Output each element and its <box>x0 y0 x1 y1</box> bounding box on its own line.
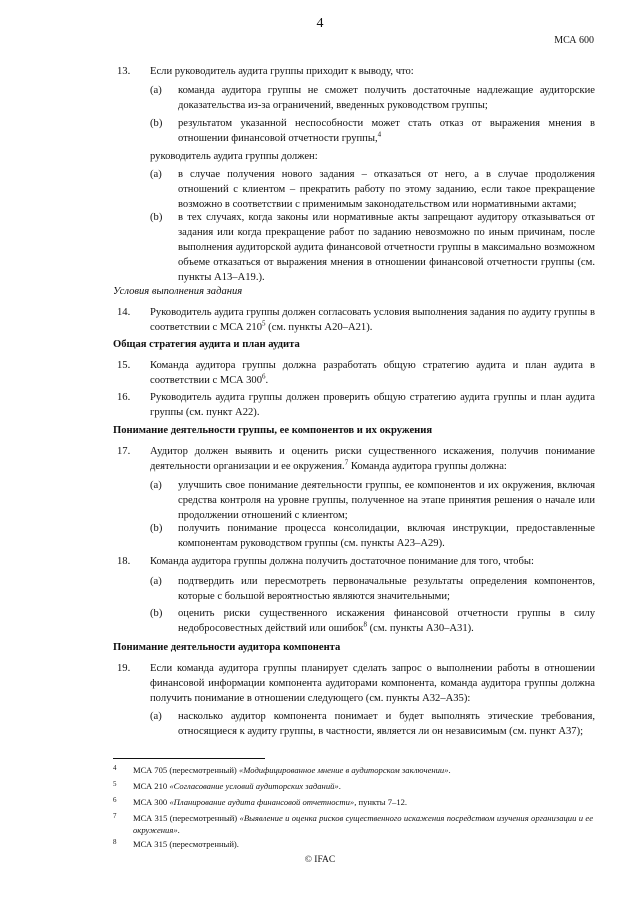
footnote-ref-8[interactable]: 8 <box>363 620 367 629</box>
item-18b-label: (b) <box>150 608 163 619</box>
paragraph-15-text: Команда аудитора группы должна разработать общую стратегию аудита и план аудита в соответствии с МСА $300^6$. <box>150 360 595 386</box>
item-17a-label: (a) <box>150 480 162 491</box>
footnote-ref-5[interactable]: 5 <box>262 319 266 328</box>
paragraph-19-text: Если команда аудитора группы планирует сделать запрос о выполнении работы в отношении финансовой информации компонента аудиторами компонента, команда аудитора группы должна получить понимание в отношении следующего (см. пункты A32–A35): <box>150 663 595 704</box>
copyright-footer: © IFAC <box>304 855 336 865</box>
paragraph-number-13: 13. <box>117 66 131 77</box>
item-13b-text: результатом указанной неспособности может стать отказ от выражения мнения в отношении финансовой отчетности группы,$^4$ <box>178 118 595 144</box>
item-13b2-label: (b) <box>150 212 163 223</box>
item-13a-label: (a) <box>150 85 162 96</box>
item-19a-text: насколько аудитор компонента понимает и будет выполнять этические требования, относящиеся к аудиту группы, в частности, является ли он независимым (см. пункт A37); <box>178 711 595 737</box>
footnote-ref-4[interactable]: 4 <box>377 130 382 139</box>
paragraph-number-16: 16. <box>117 392 131 403</box>
item-17b-label: (b) <box>150 523 163 534</box>
item-13a-text: команда аудитора группы не сможет получить достаточные надлежащие аудиторские доказательства из-за ограничений, введенных руководством группы; <box>178 85 595 111</box>
paragraph-14-text: Руководитель аудита группы должен согласовать условия выполнения задания по аудиту группы в соответствии с МСА $210^5$ (см. пункты A20–A21). <box>150 307 595 333</box>
paragraph-number-14: 14. <box>117 307 131 318</box>
paragraph-16-text: Руководитель аудита группы должен проверить общую стратегию аудита группы и план аудита группы (см. пункт A22). <box>150 392 595 418</box>
item-18a-text: подтвердить или пересмотреть первоначальные результаты определения компонентов, которые с большой вероятностью являются значительными; <box>178 576 595 602</box>
section-heading-strategy: Общая стратегия аудита и план аудита <box>113 339 300 350</box>
footnote-ref-7[interactable]: 7 <box>344 458 349 467</box>
page-number: 4 <box>316 16 324 31</box>
item-17b-text: получить понимание процесса консолидации, включая инструкции, предоставленные компонентам руководством группы (см. пункты A23–A29). <box>178 523 595 549</box>
document-page: 4 МСА 600 13. Если руководитель аудита группы приходит к выводу, что: (a) команда аудитора группы не сможет получить достаточные надлежащие аудиторские доказательства из-за ограничений, введенных руководством группы; (b) результатом указанной неспособности может стать отказ от выражения мнения в отношении финансовой отчетности группы,$^4$ руководитель аудита группы должен: (a) в случае получения нового задания – отказаться от него, а в случае продолжения отношений с клиентом – прекратить работу по этому заданию, если такое прекращение возможно в соответствии с применимым законодательством или нормативными актами; (b) в тех случаях, когда законы или нормативные акты запрещают аудитору отказываться от задания или когда прекращение работ по заданию невозможно по иным причинам, после выполнения аудиторской аудита финансовой отчетности группы в максимально возможном объеме отказаться от выражения мнения в отношении финансовой отчетности группы (см. пункты A13–A19.). Условия выполнения задания 14. Руководитель аудита группы должен согласовать условия выполнения задания по аудиту группы в соответствии с МСА $210^5$ (см. пункты A20–A21). Общая стратегия аудита и план аудита 15. Команда аудитора группы должна разработать общую стратегию аудита и план аудита в соответствии с МСА $300^6$. 16. Руководитель аудита группы должен проверить общую стратегию аудита группы и план аудита группы (см. пункт A22). Понимание деятельности группы, ее компонентов и их окружения 17. Аудитор должен выявить и оценить риски существенного искажения, получив понимание деятельности организации и ее окружения.$^7$ Команда аудитора группы должна: (a) улучшить свое понимание деятельности группы, ее компонентов и их окружения, включая средства контроля на уровне группы, полученное на этапе принятия решения о начале или продолжении отношений с клиентом; (b) получить понимание процесса консолидации, включая инструкции, предоставленные компонентам руководством группы (см. пункты A23–A29). 18. Команда аудитора группы должна получить достаточное понимание для того, чтобы: (a) подтвердить или пересмотреть первоначальные результаты определения компонентов, которые с большой вероятностью являются значительными; (b) оценить риски существенного искажения финансовой отчетности группы в силу недобросовестных действий или ошибок$^8$ (см. пункты A30–A31). Понимание деятельности аудитора компонента 19. Если команда аудитора группы планирует сделать запрос о выполнении работы в отношении финансовой информации компонента аудиторами компонента, команда аудитора группы должна получить понимание в отношении следующего (см. пункты A32–A35): (a) насколько аудитор компонента понимает и будет выполнять этические требования, относящиеся к аудиту группы, в частности, является ли он независимым (см. пункт A37); 4 МСА 705 (пересмотренный) «Модифицированное мнение в аудиторском заключении». 5 МСА 210 «Согласование условий аудиторских заданий». 6 МСА 300 «Планирование аудита финансовой отчетности», пункты 7–12. 7 МСА 315 (пересмотренный) «Выявление и оценка рисков существенного искажения посредством изучения организации и ее окружения». 8 МСА 315 (пересмотренный). © IFAC <box>0 0 640 905</box>
standard-code-header: МСА 600 <box>554 35 594 46</box>
footnote-ref-6[interactable]: 6 <box>262 372 266 381</box>
paragraph-number-17: 17. <box>117 446 131 457</box>
section-heading-component: Понимание деятельности аудитора компонента <box>113 642 341 653</box>
paragraph-17-text: Аудитор должен выявить и оценить риски существенного искажения, получив понимание деятельности организации и ее окружения.$^7$ Команда аудитора группы должна: <box>150 446 595 472</box>
footnote-separator <box>113 758 265 759</box>
section-heading-terms: Условия выполнения задания <box>113 286 243 297</box>
item-13b-label: (b) <box>150 118 163 129</box>
paragraph-13-intro: Если руководитель аудита группы приходит к выводу, что: <box>150 66 414 77</box>
item-13a2-label: (a) <box>150 169 162 180</box>
paragraph-number-19: 19. <box>117 663 131 674</box>
item-18a-label: (a) <box>150 576 162 587</box>
item-17a-text: улучшить свое понимание деятельности группы, ее компонентов и их окружения, включая средства контроля на уровне группы, полученное на этапе принятия решения о начале или продолжении отношений с клиентом; <box>178 480 595 521</box>
paragraph-18-text: Команда аудитора группы должна получить достаточное понимание для того, чтобы: <box>150 556 534 567</box>
item-13a2-text: в случае получения нового задания – отказаться от него, а в случае продолжения отношений с клиентом – прекратить работу по этому заданию, если такое прекращение возможно в соответствии с применимым законодательством или нормативными актами; <box>178 169 595 210</box>
item-19a-label: (a) <box>150 711 162 722</box>
paragraph-13-then: руководитель аудита группы должен: <box>150 151 318 162</box>
section-heading-understanding: Понимание деятельности группы, ее компонентов и их окружения <box>113 425 433 436</box>
item-13b2-text: в тех случаях, когда законы или нормативные акты запрещают аудитору отказываться от задания или когда прекращение работ по заданию невозможно по иным причинам, после выполнения аудиторской аудита финансовой отчетности группы в максимально возможном объеме отказаться от выражения мнения в отношении финансовой отчетности группы (см. пункты A13–A19.). <box>178 212 595 283</box>
item-18b-text: оценить риски существенного искажения финансовой отчетности группы в силу недобросовестных действий или ошибок$^8$ (см. пункты A30–A31). <box>178 608 595 634</box>
paragraph-number-18: 18. <box>117 556 131 567</box>
paragraph-number-15: 15. <box>117 360 131 371</box>
